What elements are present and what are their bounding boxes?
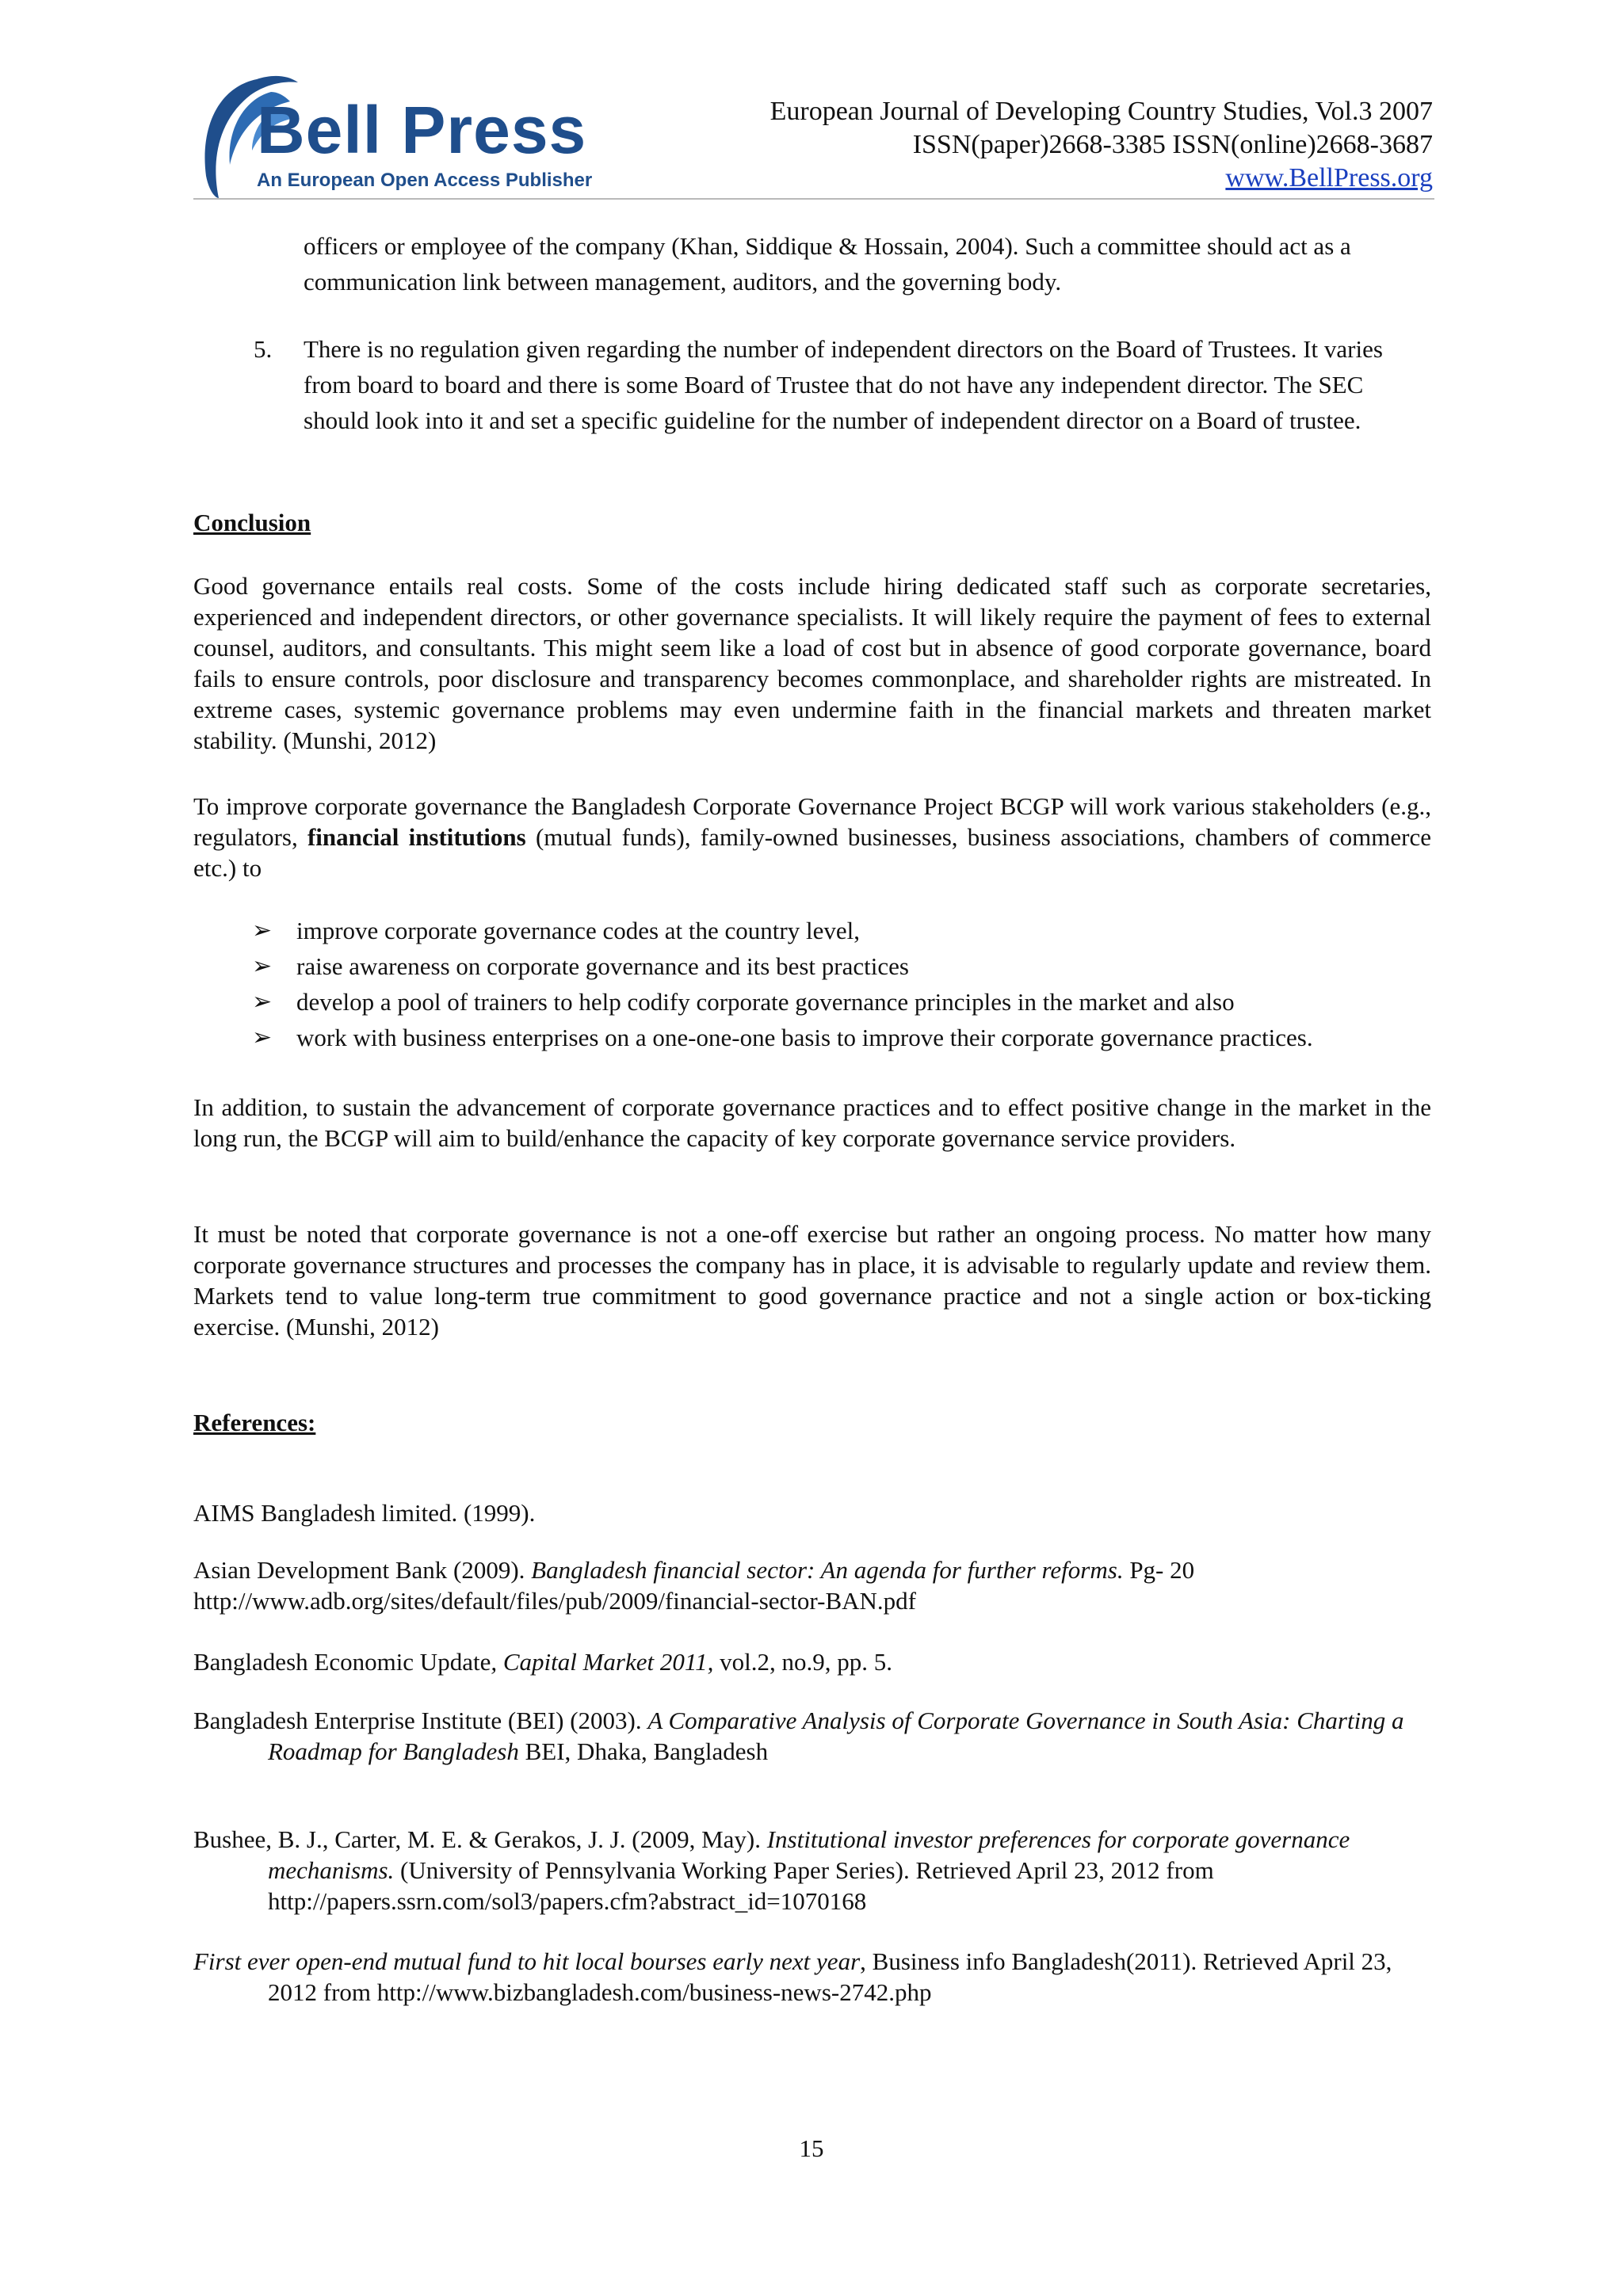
website-link[interactable]: www.BellPress.org	[1225, 163, 1433, 193]
page-number: 15	[799, 2134, 824, 2162]
item-number: 5.	[254, 335, 273, 363]
p2-bold-text: financial institutions	[307, 823, 526, 851]
reference-6: First ever open-end mutual fund to hit local bourses early next year, Business info Bangladesh(2011). Retrieved April 23, 2012 from http://www.bizbangladesh.com/business-news-2742.php	[193, 1947, 1392, 2006]
conclusion-paragraph-3: In addition, to sustain the advancement of corporate governance practices and to effect positive change in the market in the long run, the BCGP will aim to build/enhance the capacity of key corporate governance service providers.	[193, 1093, 1431, 1152]
reference-3: Bangladesh Economic Update, Capital Market 2011, vol.2, no.9, pp. 5.	[193, 1648, 892, 1676]
publisher-logo	[195, 65, 593, 198]
arrow-bullet-icon: ➢	[252, 952, 273, 980]
arrow-bullet-icon: ➢	[252, 988, 273, 1016]
reference-4: Bangladesh Enterprise Institute (BEI) (2003). A Comparative Analysis of Corporate Governance in South Asia: Charting a Roadmap for Bangladesh BEI, Dhaka, Bangladesh	[193, 1707, 1404, 1765]
references-heading: References:	[193, 1409, 316, 1436]
logo-tagline: An European Open Access Publisher	[257, 170, 593, 191]
logo-name: Bell Press	[257, 93, 587, 167]
p2-text-end: (mutual funds), family-owned businesses, business associations, chambers of commerce etc.) to	[193, 823, 1431, 882]
conclusion-paragraph-1: Good governance entails real costs. Some of the costs include hiring dedicated staff such as corporate secretaries, experienced and independent directors, or other governance specialists. It will likely require the payment of fees to external counsel, auditors, and consultants. This might seem like a load of cost but in absence of good corporate governance, board fails to ensure controls, poor disclosure and transparency becomes commonplace, and shareholder rights are mistreated. In extreme cases, systemic governance problems may even undermine faith in the financial markets and threaten market stability. (Munshi, 2012)	[193, 572, 1431, 754]
journal-title: European Journal of Developing Country Studies, Vol.3 2007	[769, 97, 1433, 126]
conclusion-paragraph-2	[193, 791, 1431, 883]
reference-2: Asian Development Bank (2009). Bangladesh financial sector: An agenda for further reforms. Pg- 20 http://www.adb.org/sites/default/files/pub/2009/financial-sector-BAN.pdf	[193, 1556, 1195, 1615]
arrow-bullet-icon: ➢	[252, 917, 273, 944]
reference-url: http://www.adb.org/sites/default/files/pub/2009/financial-sector-BAN.pdf	[193, 1587, 916, 1615]
p2-text-start: To improve corporate governance the Bangladesh Corporate Governance Project BCGP will work various stakeholders (e.g., regulators,	[193, 792, 1431, 851]
list-item: ➢ raise awareness on corporate governance and its best practices	[252, 948, 1313, 984]
list-item: ➢ develop a pool of trainers to help codify corporate governance principles in the market and also	[252, 984, 1313, 1020]
reference-5: Bushee, B. J., Carter, M. E. & Gerakos, J. J. (2009, May). Institutional investor preferences for corporate governance mechanisms. (University of Pennsylvania Working Paper Series). Retrieved April 23, 2012 from http://papers.ssrn.com/sol3/papers.cfm?abstract_id=1070168	[193, 1825, 1350, 1915]
conclusion-paragraph-4: It must be noted that corporate governance is not a one-off exercise but rather an ongoing process. No matter how many corporate governance structures and processes the company has in place, it is advisable to regularly update and review them. Markets tend to value long-term true commitment to good governance practice and not a single action or box-ticking exercise. (Munshi, 2012)	[193, 1220, 1431, 1341]
item-text: There is no regulation given regarding the number of independent directors on the Board of Trustees. It varies from board to board and there is some Board of Trustee that do not have any independent director. The SEC should look into it and set a specific guideline for the number of independent director on a Board of trustee.	[304, 335, 1383, 434]
bullet-list	[252, 913, 1313, 1055]
reference-1: AIMS Bangladesh limited. (1999).	[193, 1499, 536, 1527]
conclusion-heading: Conclusion	[193, 509, 311, 536]
journal-info	[770, 95, 1433, 195]
arrow-bullet-icon: ➢	[252, 1024, 273, 1051]
issn-line: ISSN(paper)2668-3385 ISSN(online)2668-3687	[912, 130, 1433, 159]
list-item: ➢ improve corporate governance codes at the country level,	[252, 913, 1313, 948]
continuation-paragraph: officers or employee of the company (Khan, Siddique & Hossain, 2004). Such a committee should act as a communication link between management, auditors, and the governing body.	[304, 232, 1351, 296]
list-item: ➢ work with business enterprises on a one-one-one basis to improve their corporate governance practices.	[252, 1020, 1313, 1055]
header-divider	[193, 198, 1434, 200]
